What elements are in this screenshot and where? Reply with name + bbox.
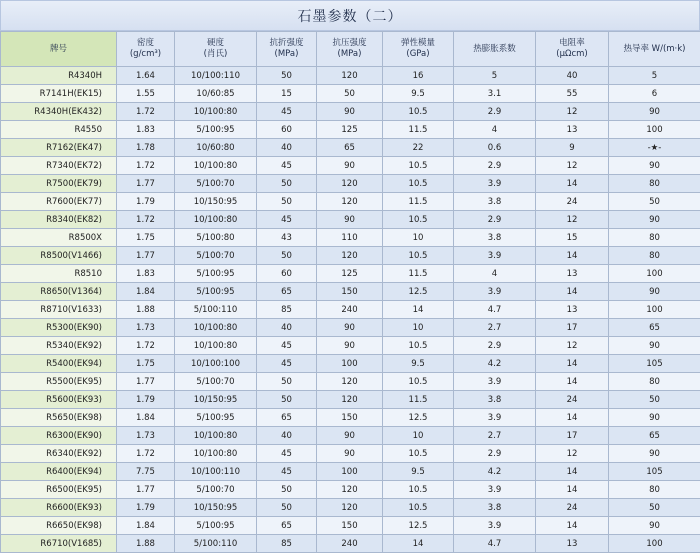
- cell-grade: R8650(V1364): [1, 283, 117, 301]
- cell-thermal-expansion: 2.7: [454, 319, 536, 337]
- cell-density: 1.79: [117, 193, 175, 211]
- cell-compressive-strength: 240: [317, 535, 383, 553]
- cell-thermal-conductivity: 100: [609, 265, 700, 283]
- table-row: [1, 535, 700, 553]
- table-row: [1, 247, 700, 265]
- cell-thermal-expansion: 2.7: [454, 427, 536, 445]
- cell-grade: R8500X: [1, 229, 117, 247]
- table-row: [1, 67, 700, 85]
- cell-density: 1.84: [117, 283, 175, 301]
- cell-grade: R6400(EK94): [1, 463, 117, 481]
- cell-grade: R4340H(EK432): [1, 103, 117, 121]
- cell-thermal-expansion: 3.9: [454, 409, 536, 427]
- header-thermal-conductivity: [609, 32, 700, 67]
- table-row: [1, 463, 700, 481]
- cell-flexural-strength: 50: [257, 499, 317, 517]
- cell-grade: R6340(EK92): [1, 445, 117, 463]
- cell-thermal-conductivity: 90: [609, 409, 700, 427]
- cell-density: 1.55: [117, 85, 175, 103]
- cell-flexural-strength: 15: [257, 85, 317, 103]
- header-row: [1, 32, 700, 67]
- cell-compressive-strength: 100: [317, 355, 383, 373]
- cell-thermal-conductivity: 5: [609, 67, 700, 85]
- cell-flexural-strength: 60: [257, 121, 317, 139]
- cell-elastic-modulus: 22: [383, 139, 454, 157]
- cell-resistivity: 14: [536, 409, 609, 427]
- cell-hardness: 10/100:80: [175, 445, 257, 463]
- cell-thermal-conductivity: 90: [609, 445, 700, 463]
- cell-hardness: 10/150:95: [175, 193, 257, 211]
- cell-density: 1.75: [117, 229, 175, 247]
- cell-density: 1.64: [117, 67, 175, 85]
- header-hardness: [175, 32, 257, 67]
- cell-hardness: 5/100:95: [175, 283, 257, 301]
- table-row: [1, 481, 700, 499]
- cell-thermal-conductivity: 6: [609, 85, 700, 103]
- cell-flexural-strength: 45: [257, 445, 317, 463]
- cell-compressive-strength: 120: [317, 499, 383, 517]
- cell-hardness: 10/100:80: [175, 427, 257, 445]
- cell-resistivity: 12: [536, 103, 609, 121]
- cell-elastic-modulus: 10: [383, 427, 454, 445]
- cell-thermal-expansion: 4.2: [454, 355, 536, 373]
- cell-thermal-conductivity: 65: [609, 427, 700, 445]
- cell-elastic-modulus: 10.5: [383, 481, 454, 499]
- cell-resistivity: 14: [536, 175, 609, 193]
- header-compressive-strength: [317, 32, 383, 67]
- cell-thermal-conductivity: 80: [609, 481, 700, 499]
- cell-elastic-modulus: 10.5: [383, 337, 454, 355]
- cell-hardness: 5/100:110: [175, 301, 257, 319]
- header-label: 热导率 W/(m·k): [612, 44, 697, 55]
- cell-hardness: 5/100:80: [175, 229, 257, 247]
- cell-resistivity: 24: [536, 499, 609, 517]
- cell-grade: R4550: [1, 121, 117, 139]
- cell-hardness: 5/100:70: [175, 481, 257, 499]
- header-unit: (μΩcm): [539, 49, 605, 60]
- table-row: [1, 445, 700, 463]
- table-row: [1, 427, 700, 445]
- cell-thermal-expansion: 2.9: [454, 157, 536, 175]
- cell-grade: R6500(EK95): [1, 481, 117, 499]
- table-row: [1, 373, 700, 391]
- cell-thermal-expansion: 2.9: [454, 445, 536, 463]
- cell-hardness: 10/60:80: [175, 139, 257, 157]
- cell-thermal-conductivity: 105: [609, 463, 700, 481]
- cell-compressive-strength: 90: [317, 103, 383, 121]
- table-header: [1, 32, 700, 67]
- cell-grade: R5600(EK93): [1, 391, 117, 409]
- cell-compressive-strength: 90: [317, 157, 383, 175]
- cell-resistivity: 24: [536, 391, 609, 409]
- cell-flexural-strength: 45: [257, 463, 317, 481]
- cell-flexural-strength: 45: [257, 337, 317, 355]
- cell-density: 1.83: [117, 265, 175, 283]
- cell-resistivity: 17: [536, 319, 609, 337]
- cell-grade: R7500(EK79): [1, 175, 117, 193]
- cell-thermal-expansion: 4: [454, 265, 536, 283]
- cell-compressive-strength: 120: [317, 391, 383, 409]
- cell-resistivity: 14: [536, 373, 609, 391]
- table-row: [1, 121, 700, 139]
- cell-hardness: 5/100:70: [175, 373, 257, 391]
- cell-flexural-strength: 65: [257, 283, 317, 301]
- cell-density: 1.72: [117, 211, 175, 229]
- cell-grade: R5500(EK95): [1, 373, 117, 391]
- cell-density: 1.79: [117, 391, 175, 409]
- cell-compressive-strength: 120: [317, 373, 383, 391]
- cell-grade: R7162(EK47): [1, 139, 117, 157]
- cell-elastic-modulus: 10.5: [383, 175, 454, 193]
- cell-thermal-expansion: 3.9: [454, 373, 536, 391]
- cell-density: 1.75: [117, 355, 175, 373]
- cell-hardness: 5/100:95: [175, 265, 257, 283]
- header-label: 硬度: [178, 38, 253, 49]
- cell-elastic-modulus: 9.5: [383, 355, 454, 373]
- cell-density: 1.77: [117, 373, 175, 391]
- cell-flexural-strength: 50: [257, 391, 317, 409]
- cell-density: 1.84: [117, 517, 175, 535]
- cell-hardness: 10/60:85: [175, 85, 257, 103]
- cell-flexural-strength: 45: [257, 103, 317, 121]
- cell-density: 1.72: [117, 445, 175, 463]
- cell-thermal-expansion: 3.8: [454, 229, 536, 247]
- header-label: 电阻率: [539, 38, 605, 49]
- cell-hardness: 10/100:110: [175, 463, 257, 481]
- cell-elastic-modulus: 11.5: [383, 121, 454, 139]
- cell-resistivity: 13: [536, 535, 609, 553]
- cell-thermal-conductivity: 80: [609, 247, 700, 265]
- header-elastic-modulus: [383, 32, 454, 67]
- cell-thermal-expansion: 0.6: [454, 139, 536, 157]
- table-row: [1, 517, 700, 535]
- cell-thermal-expansion: 2.9: [454, 103, 536, 121]
- table-row: [1, 409, 700, 427]
- cell-hardness: 10/150:95: [175, 499, 257, 517]
- cell-resistivity: 13: [536, 301, 609, 319]
- cell-grade: R6650(EK98): [1, 517, 117, 535]
- cell-resistivity: 17: [536, 427, 609, 445]
- cell-hardness: 10/100:80: [175, 211, 257, 229]
- cell-resistivity: 40: [536, 67, 609, 85]
- cell-flexural-strength: 45: [257, 157, 317, 175]
- cell-compressive-strength: 120: [317, 193, 383, 211]
- cell-elastic-modulus: 10: [383, 229, 454, 247]
- cell-grade: R8500(V1466): [1, 247, 117, 265]
- cell-grade: R7141H(EK15): [1, 85, 117, 103]
- cell-thermal-expansion: 3.8: [454, 391, 536, 409]
- cell-compressive-strength: 150: [317, 409, 383, 427]
- cell-grade: R8710(V1633): [1, 301, 117, 319]
- cell-grade: R5650(EK98): [1, 409, 117, 427]
- cell-compressive-strength: 100: [317, 463, 383, 481]
- cell-thermal-expansion: 3.9: [454, 283, 536, 301]
- cell-thermal-conductivity: 105: [609, 355, 700, 373]
- table-row: [1, 139, 700, 157]
- cell-density: 1.84: [117, 409, 175, 427]
- table-row: [1, 319, 700, 337]
- graphite-params-table: [0, 31, 700, 553]
- cell-grade: R5400(EK94): [1, 355, 117, 373]
- cell-thermal-conductivity: -★-: [609, 139, 700, 157]
- cell-compressive-strength: 125: [317, 265, 383, 283]
- cell-thermal-conductivity: 100: [609, 535, 700, 553]
- header-grade: [1, 32, 117, 67]
- cell-resistivity: 13: [536, 121, 609, 139]
- cell-density: 1.73: [117, 427, 175, 445]
- cell-elastic-modulus: 10.5: [383, 103, 454, 121]
- cell-compressive-strength: 120: [317, 175, 383, 193]
- cell-flexural-strength: 40: [257, 139, 317, 157]
- table-body: [1, 67, 700, 553]
- table-row: [1, 355, 700, 373]
- cell-resistivity: 12: [536, 211, 609, 229]
- cell-resistivity: 12: [536, 445, 609, 463]
- cell-thermal-conductivity: 90: [609, 103, 700, 121]
- cell-elastic-modulus: 12.5: [383, 517, 454, 535]
- header-thermal-expansion: [454, 32, 536, 67]
- cell-compressive-strength: 240: [317, 301, 383, 319]
- cell-thermal-expansion: 4: [454, 121, 536, 139]
- cell-compressive-strength: 150: [317, 283, 383, 301]
- cell-density: 1.72: [117, 103, 175, 121]
- cell-hardness: 10/100:100: [175, 355, 257, 373]
- cell-density: 7.75: [117, 463, 175, 481]
- cell-grade: R6300(EK90): [1, 427, 117, 445]
- cell-grade: R8340(EK82): [1, 211, 117, 229]
- cell-elastic-modulus: 11.5: [383, 265, 454, 283]
- cell-hardness: 5/100:110: [175, 535, 257, 553]
- cell-thermal-conductivity: 80: [609, 175, 700, 193]
- cell-compressive-strength: 65: [317, 139, 383, 157]
- table-row: [1, 265, 700, 283]
- cell-density: 1.72: [117, 337, 175, 355]
- header-unit: (GPa): [386, 49, 450, 60]
- cell-flexural-strength: 85: [257, 301, 317, 319]
- cell-thermal-expansion: 2.9: [454, 337, 536, 355]
- cell-resistivity: 14: [536, 355, 609, 373]
- cell-density: 1.79: [117, 499, 175, 517]
- cell-density: 1.88: [117, 301, 175, 319]
- cell-hardness: 5/100:95: [175, 409, 257, 427]
- cell-thermal-expansion: 4.2: [454, 463, 536, 481]
- cell-compressive-strength: 150: [317, 517, 383, 535]
- cell-density: 1.73: [117, 319, 175, 337]
- cell-resistivity: 9: [536, 139, 609, 157]
- cell-resistivity: 14: [536, 517, 609, 535]
- cell-grade: R4340H: [1, 67, 117, 85]
- cell-compressive-strength: 120: [317, 67, 383, 85]
- header-density: [117, 32, 175, 67]
- cell-elastic-modulus: 12.5: [383, 283, 454, 301]
- cell-elastic-modulus: 14: [383, 301, 454, 319]
- cell-density: 1.77: [117, 481, 175, 499]
- cell-resistivity: 14: [536, 247, 609, 265]
- header-label: 抗压强度: [320, 38, 379, 49]
- cell-compressive-strength: 125: [317, 121, 383, 139]
- cell-thermal-expansion: 3.8: [454, 499, 536, 517]
- cell-compressive-strength: 90: [317, 427, 383, 445]
- cell-thermal-conductivity: 90: [609, 211, 700, 229]
- header-label: 密度: [120, 38, 171, 49]
- cell-flexural-strength: 50: [257, 67, 317, 85]
- table-row: [1, 283, 700, 301]
- cell-elastic-modulus: 10.5: [383, 373, 454, 391]
- cell-elastic-modulus: 11.5: [383, 391, 454, 409]
- table-row: [1, 391, 700, 409]
- cell-thermal-conductivity: 90: [609, 283, 700, 301]
- header-resistivity: [536, 32, 609, 67]
- cell-thermal-expansion: 4.7: [454, 301, 536, 319]
- cell-elastic-modulus: 10.5: [383, 499, 454, 517]
- cell-hardness: 10/100:80: [175, 103, 257, 121]
- table-row: [1, 301, 700, 319]
- cell-thermal-conductivity: 80: [609, 373, 700, 391]
- cell-resistivity: 15: [536, 229, 609, 247]
- cell-grade: R5300(EK90): [1, 319, 117, 337]
- cell-compressive-strength: 90: [317, 211, 383, 229]
- cell-thermal-expansion: 3.9: [454, 175, 536, 193]
- table-row: [1, 229, 700, 247]
- cell-thermal-expansion: 4.7: [454, 535, 536, 553]
- table-row: [1, 157, 700, 175]
- table-row: [1, 337, 700, 355]
- cell-hardness: 10/100:80: [175, 157, 257, 175]
- cell-elastic-modulus: 10: [383, 319, 454, 337]
- cell-thermal-conductivity: 100: [609, 121, 700, 139]
- cell-compressive-strength: 90: [317, 337, 383, 355]
- table-row: [1, 85, 700, 103]
- cell-hardness: 10/100:80: [175, 319, 257, 337]
- cell-thermal-expansion: 3.9: [454, 481, 536, 499]
- table-row: [1, 103, 700, 121]
- table-title: 石墨参数（二）: [0, 0, 700, 31]
- cell-grade: R7340(EK72): [1, 157, 117, 175]
- cell-thermal-expansion: 5: [454, 67, 536, 85]
- cell-hardness: 5/100:95: [175, 121, 257, 139]
- cell-flexural-strength: 40: [257, 427, 317, 445]
- cell-thermal-expansion: 2.9: [454, 211, 536, 229]
- cell-elastic-modulus: 11.5: [383, 193, 454, 211]
- cell-compressive-strength: 120: [317, 481, 383, 499]
- cell-thermal-conductivity: 50: [609, 499, 700, 517]
- header-unit: (肖氏): [178, 49, 253, 60]
- cell-resistivity: 12: [536, 157, 609, 175]
- table-row: [1, 499, 700, 517]
- cell-hardness: 5/100:70: [175, 175, 257, 193]
- cell-grade: R5340(EK92): [1, 337, 117, 355]
- cell-resistivity: 14: [536, 463, 609, 481]
- cell-flexural-strength: 40: [257, 319, 317, 337]
- cell-thermal-expansion: 3.8: [454, 193, 536, 211]
- cell-hardness: 5/100:70: [175, 247, 257, 265]
- cell-thermal-conductivity: 90: [609, 337, 700, 355]
- cell-flexural-strength: 45: [257, 211, 317, 229]
- cell-resistivity: 13: [536, 265, 609, 283]
- cell-grade: R6710(V1685): [1, 535, 117, 553]
- cell-elastic-modulus: 16: [383, 67, 454, 85]
- cell-flexural-strength: 50: [257, 175, 317, 193]
- cell-resistivity: 55: [536, 85, 609, 103]
- cell-hardness: 10/150:95: [175, 391, 257, 409]
- cell-elastic-modulus: 12.5: [383, 409, 454, 427]
- cell-resistivity: 12: [536, 337, 609, 355]
- cell-resistivity: 14: [536, 283, 609, 301]
- cell-elastic-modulus: 10.5: [383, 157, 454, 175]
- cell-flexural-strength: 65: [257, 409, 317, 427]
- cell-flexural-strength: 65: [257, 517, 317, 535]
- cell-thermal-conductivity: 80: [609, 229, 700, 247]
- cell-density: 1.78: [117, 139, 175, 157]
- cell-grade: R6600(EK93): [1, 499, 117, 517]
- cell-grade: R8510: [1, 265, 117, 283]
- cell-hardness: 10/100:80: [175, 337, 257, 355]
- cell-thermal-conductivity: 100: [609, 301, 700, 319]
- cell-density: 1.77: [117, 247, 175, 265]
- header-unit: (MPa): [260, 49, 313, 60]
- cell-hardness: 10/100:110: [175, 67, 257, 85]
- header-label: 牌号: [4, 44, 113, 55]
- cell-hardness: 5/100:95: [175, 517, 257, 535]
- table-row: [1, 211, 700, 229]
- cell-flexural-strength: 43: [257, 229, 317, 247]
- cell-flexural-strength: 50: [257, 373, 317, 391]
- header-label: 抗折强度: [260, 38, 313, 49]
- cell-flexural-strength: 50: [257, 247, 317, 265]
- cell-compressive-strength: 90: [317, 319, 383, 337]
- cell-density: 1.72: [117, 157, 175, 175]
- header-label: 弹性模量: [386, 38, 450, 49]
- cell-compressive-strength: 120: [317, 247, 383, 265]
- table-row: [1, 193, 700, 211]
- cell-grade: R7600(EK77): [1, 193, 117, 211]
- cell-flexural-strength: 60: [257, 265, 317, 283]
- cell-elastic-modulus: 10.5: [383, 247, 454, 265]
- cell-thermal-conductivity: 90: [609, 517, 700, 535]
- cell-compressive-strength: 90: [317, 445, 383, 463]
- cell-thermal-conductivity: 50: [609, 193, 700, 211]
- cell-resistivity: 24: [536, 193, 609, 211]
- cell-thermal-expansion: 3.9: [454, 247, 536, 265]
- header-flexural-strength: [257, 32, 317, 67]
- cell-elastic-modulus: 10.5: [383, 211, 454, 229]
- cell-flexural-strength: 50: [257, 481, 317, 499]
- header-unit: (MPa): [320, 49, 379, 60]
- cell-thermal-conductivity: 65: [609, 319, 700, 337]
- cell-thermal-expansion: 3.9: [454, 517, 536, 535]
- cell-elastic-modulus: 14: [383, 535, 454, 553]
- cell-density: 1.83: [117, 121, 175, 139]
- cell-density: 1.88: [117, 535, 175, 553]
- cell-flexural-strength: 50: [257, 193, 317, 211]
- cell-thermal-conductivity: 90: [609, 157, 700, 175]
- header-unit: (g/cm³): [120, 49, 171, 60]
- cell-flexural-strength: 85: [257, 535, 317, 553]
- cell-flexural-strength: 45: [257, 355, 317, 373]
- cell-compressive-strength: 110: [317, 229, 383, 247]
- cell-resistivity: 14: [536, 481, 609, 499]
- cell-thermal-expansion: 3.1: [454, 85, 536, 103]
- cell-density: 1.77: [117, 175, 175, 193]
- cell-elastic-modulus: 9.5: [383, 85, 454, 103]
- cell-thermal-conductivity: 50: [609, 391, 700, 409]
- cell-elastic-modulus: 10.5: [383, 445, 454, 463]
- table-row: [1, 175, 700, 193]
- header-label: 热膨胀系数: [457, 44, 532, 55]
- cell-compressive-strength: 50: [317, 85, 383, 103]
- cell-elastic-modulus: 9.5: [383, 463, 454, 481]
